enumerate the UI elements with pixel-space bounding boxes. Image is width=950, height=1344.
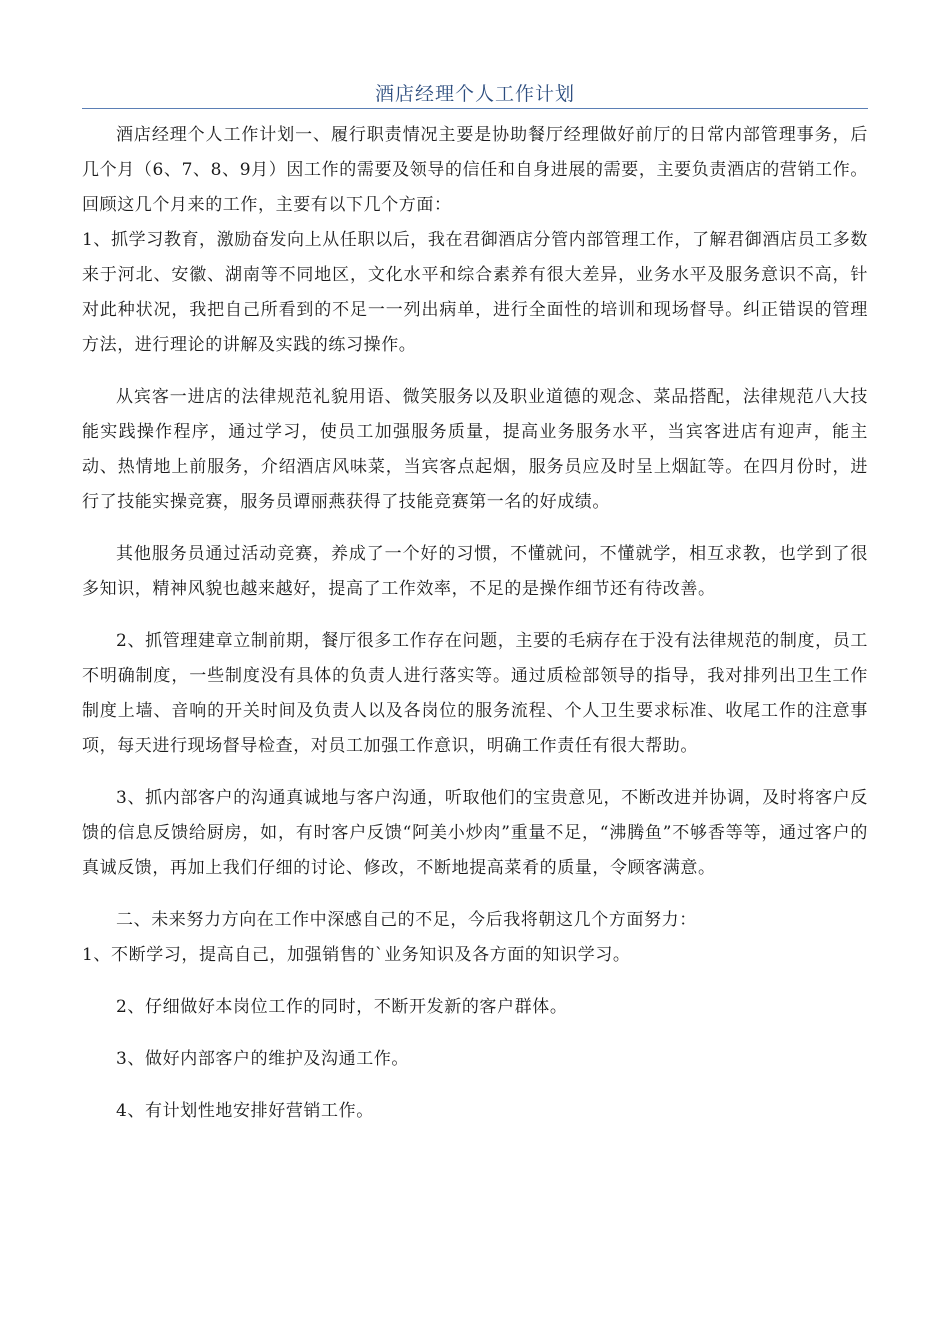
paragraph-future-direction: 二、未来努力方向在工作中深感自己的不足，今后我将朝这几个方面努力： bbox=[116, 910, 697, 930]
document-body bbox=[82, 118, 868, 1129]
paragraph-intro: 酒店经理个人工作计划一、履行职责情况主要是协助餐厅经理做好前厅的日常内部管理事务，后几个月（6、7、8、9月）因工作的需要及领导的信任和自身进展的需要，主要负责酒店的营销工作。回顾这几个月来的工作，主要有以下几个方面： bbox=[82, 125, 868, 215]
paragraph-goal-4: 4、有计划性地安排好营销工作。 bbox=[116, 1101, 374, 1121]
paragraph-service-training: 从宾客一进店的法律规范礼貌用语、微笑服务以及职业道德的观念、菜品搭配，法律规范八大技能实践操作程序，通过学习，使员工加强服务质量，提高业务服务水平，当宾客进店有迎声，能主动、热情地上前服务，介绍酒店风味菜，当宾客点起烟，服务员应及时呈上烟缸等。在四月份时，进行了技能实操竞赛，服务员谭丽燕获得了技能竞赛第一名的好成绩。 bbox=[82, 387, 868, 512]
title-underline bbox=[82, 108, 868, 109]
paragraph-goal-2: 2、仔细做好本岗位工作的同时，不断开发新的客户群体。 bbox=[116, 997, 568, 1017]
paragraph-item-2: 2、抓管理建章立制前期，餐厅很多工作存在问题，主要的毛病存在于没有法律规范的制度，员工不明确制度，一些制度没有具体的负责人进行落实等。通过质检部领导的指导，我对排列出卫生工作制度上墙、音响的开关时间及负责人以及各岗位的服务流程、个人卫生要求标准、收尾工作的注意事项，每天进行现场督导检查，对员工加强工作意识，明确工作责任有很大帮助。 bbox=[82, 631, 868, 756]
paragraph-goal-3: 3、做好内部客户的维护及沟通工作。 bbox=[116, 1049, 410, 1069]
paragraph-goal-1: 1、不断学习，提高自己，加强销售的`业务知识及各方面的知识学习。 bbox=[82, 945, 631, 965]
paragraph-competition: 其他服务员通过活动竞赛，养成了一个好的习惯，不懂就问，不懂就学，相互求教，也学到了很多知识，精神风貌也越来越好，提高了工作效率，不足的是操作细节还有待改善。 bbox=[82, 544, 868, 599]
paragraph-item-1: 1、抓学习教育，激励奋发向上从任职以后，我在君御酒店分管内部管理工作，了解君御酒店员工多数来于河北、安徽、湖南等不同地区，文化水平和综合素养有很大差异，业务水平及服务意识不高，针对此种状况，我把自己所看到的不足一一列出病单，进行全面性的培训和现场督导。纠正错误的管理方法，进行理论的讲解及实践的练习操作。 bbox=[82, 230, 868, 355]
paragraph-item-3: 3、抓内部客户的沟通真诚地与客户沟通，听取他们的宝贵意见，不断改进并协调，及时将客户反馈的信息反馈给厨房，如，有时客户反馈“阿美小炒肉”重量不足，“沸腾鱼”不够香等等，通过客户的真诚反馈，再加上我们仔细的讨论、修改，不断地提高菜肴的质量，令顾客满意。 bbox=[82, 788, 868, 878]
document-title: 酒店经理个人工作计划 bbox=[374, 83, 575, 105]
